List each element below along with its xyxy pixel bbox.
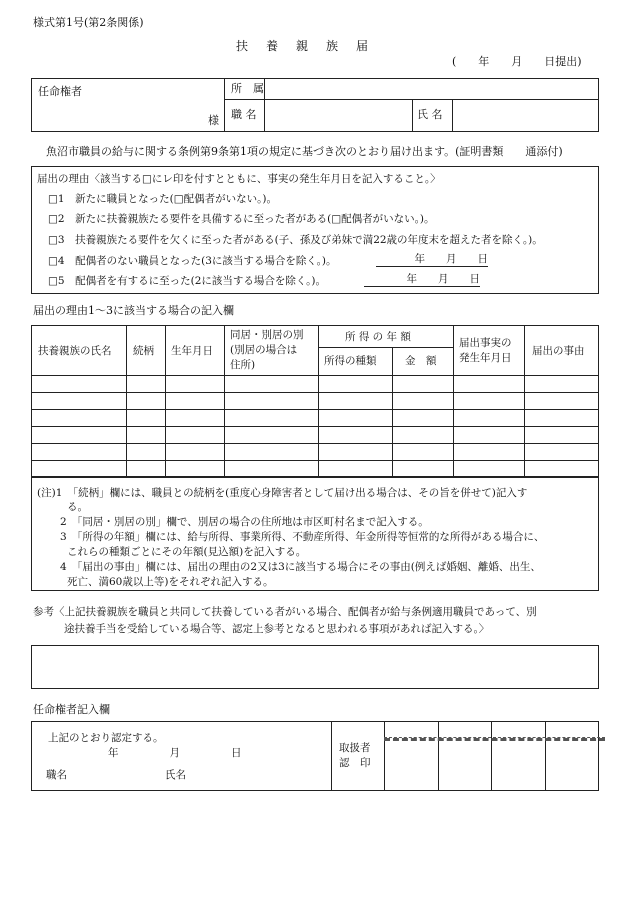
- note-1b: る。: [67, 501, 88, 513]
- submission-date: ( 年 月 日提出): [452, 55, 582, 68]
- name-field[interactable]: [453, 100, 598, 131]
- col-header-reason: 届出の事由: [532, 345, 585, 357]
- col-header-income-type: 所得の種類: [324, 355, 377, 367]
- note-3a: 3 「所得の年額」欄には、給与所得、事業所得、不動産所得、年金所得等恒常的な所得がある場合に、: [60, 531, 545, 543]
- col-header-birth: 生年月日: [171, 345, 213, 357]
- col-header-income: 所 得 の 年 額: [345, 331, 411, 343]
- col-header-fact-date-2: 発生年月日: [459, 352, 512, 364]
- department-field[interactable]: [265, 79, 598, 99]
- handler-seal-label: 認 印: [339, 757, 371, 769]
- col-header-name: 扶養親族の氏名: [38, 345, 112, 357]
- certify-text: 上記のとおり認定する。: [48, 732, 164, 744]
- certifier-name-label: 氏名: [165, 769, 186, 781]
- col-header-residence-1: 同居・別居の別: [230, 329, 304, 341]
- job-title-field[interactable]: [265, 100, 411, 131]
- col-header-residence-3: 住所): [230, 359, 256, 371]
- certifier-job-label: 職名: [46, 769, 67, 781]
- form-number: 様式第1号(第2条関係): [33, 16, 144, 29]
- reference-line-2: 途扶養手当を受給している場合等、認定上参考となると思われる事項があれば記入する。〉: [64, 623, 490, 635]
- reason-item-4[interactable]: □4 配偶者のない職員となった(3に該当する場合を除く。)。: [48, 255, 337, 267]
- seal-cell-1[interactable]: [385, 738, 437, 790]
- honorific-label: 様: [208, 114, 219, 127]
- table-heading: 届出の理由1〜3に該当する場合の記入欄: [33, 304, 234, 317]
- reference-line-1: 参考〈上記扶養親族を職員と共同して扶養している者がいる場合、配偶者が給与条例適用職員であって、別: [33, 606, 537, 618]
- dependents-table: [31, 325, 599, 477]
- col-header-relation: 続柄: [133, 345, 154, 357]
- certify-date: 年 月 日: [108, 747, 252, 759]
- col-header-residence-2: (別居の場合は: [230, 344, 298, 356]
- reason-item-3[interactable]: □3 扶養親族たる要件を欠くに至った者がある(子、孫及び弟妹で満22歳の年度末を超えた者を除く。)。: [48, 234, 543, 246]
- reason-5-date[interactable]: 年 月 日: [364, 272, 480, 287]
- reason-4-date[interactable]: 年 月 日: [376, 252, 488, 267]
- handler-label: 取扱者: [339, 742, 371, 754]
- page-title: 扶養親族届: [236, 39, 387, 53]
- note-4b: 死亡、満60歳以上等)をそれぞれ記入する。: [67, 576, 274, 588]
- reason-item-2[interactable]: □2 新たに扶養親族たる要件を具備するに至った者がある(□配偶者がいない。)。: [48, 213, 435, 225]
- reference-box[interactable]: [31, 645, 599, 689]
- reason-item-5[interactable]: □5 配偶者を有するに至った(2に該当する場合を除く。)。: [48, 275, 327, 287]
- appointer-label: 任命権者: [38, 85, 82, 98]
- job-title-label: 職 名: [231, 108, 257, 121]
- note-1a: (注)1 「続柄」欄には、職員との続柄を(重度心身障害者として届け出る場合は、その旨を併せて)記入す: [37, 487, 528, 499]
- seal-cell-4[interactable]: [546, 738, 598, 790]
- col-header-amount: 金 額: [405, 355, 437, 367]
- note-4a: 4 「届出の事由」欄には、届出の理由の2又は3に該当する場合にその事由(例えば婚姻、離婚、出生、: [60, 561, 541, 573]
- appointer-section-heading: 任命権者記入欄: [33, 703, 110, 716]
- reason-heading: 届出の理由〈該当する□にレ印を付すとともに、事実の発生年月日を記入すること。〉: [37, 173, 441, 185]
- note-3b: これらの種類ごとにその年額(見込額)を記入する。: [67, 546, 307, 558]
- note-2: 2 「同居・別居の別」欄で、別居の場合の住所地は市区町村名まで記入する。: [60, 516, 429, 528]
- statement-text: 魚沼市職員の給与に関する条例第9条第1項の規定に基づき次のとおり届け出ます。(証明書類 通添付): [46, 145, 563, 158]
- col-header-fact-date-1: 届出事実の: [459, 337, 512, 349]
- seal-cell-3[interactable]: [492, 738, 544, 790]
- name-label: 氏 名: [417, 108, 443, 121]
- reason-item-1[interactable]: □1 新たに職員となった(□配偶者がいない。)。: [48, 193, 277, 205]
- department-label: 所 属: [231, 82, 264, 95]
- seal-cell-2[interactable]: [439, 738, 490, 790]
